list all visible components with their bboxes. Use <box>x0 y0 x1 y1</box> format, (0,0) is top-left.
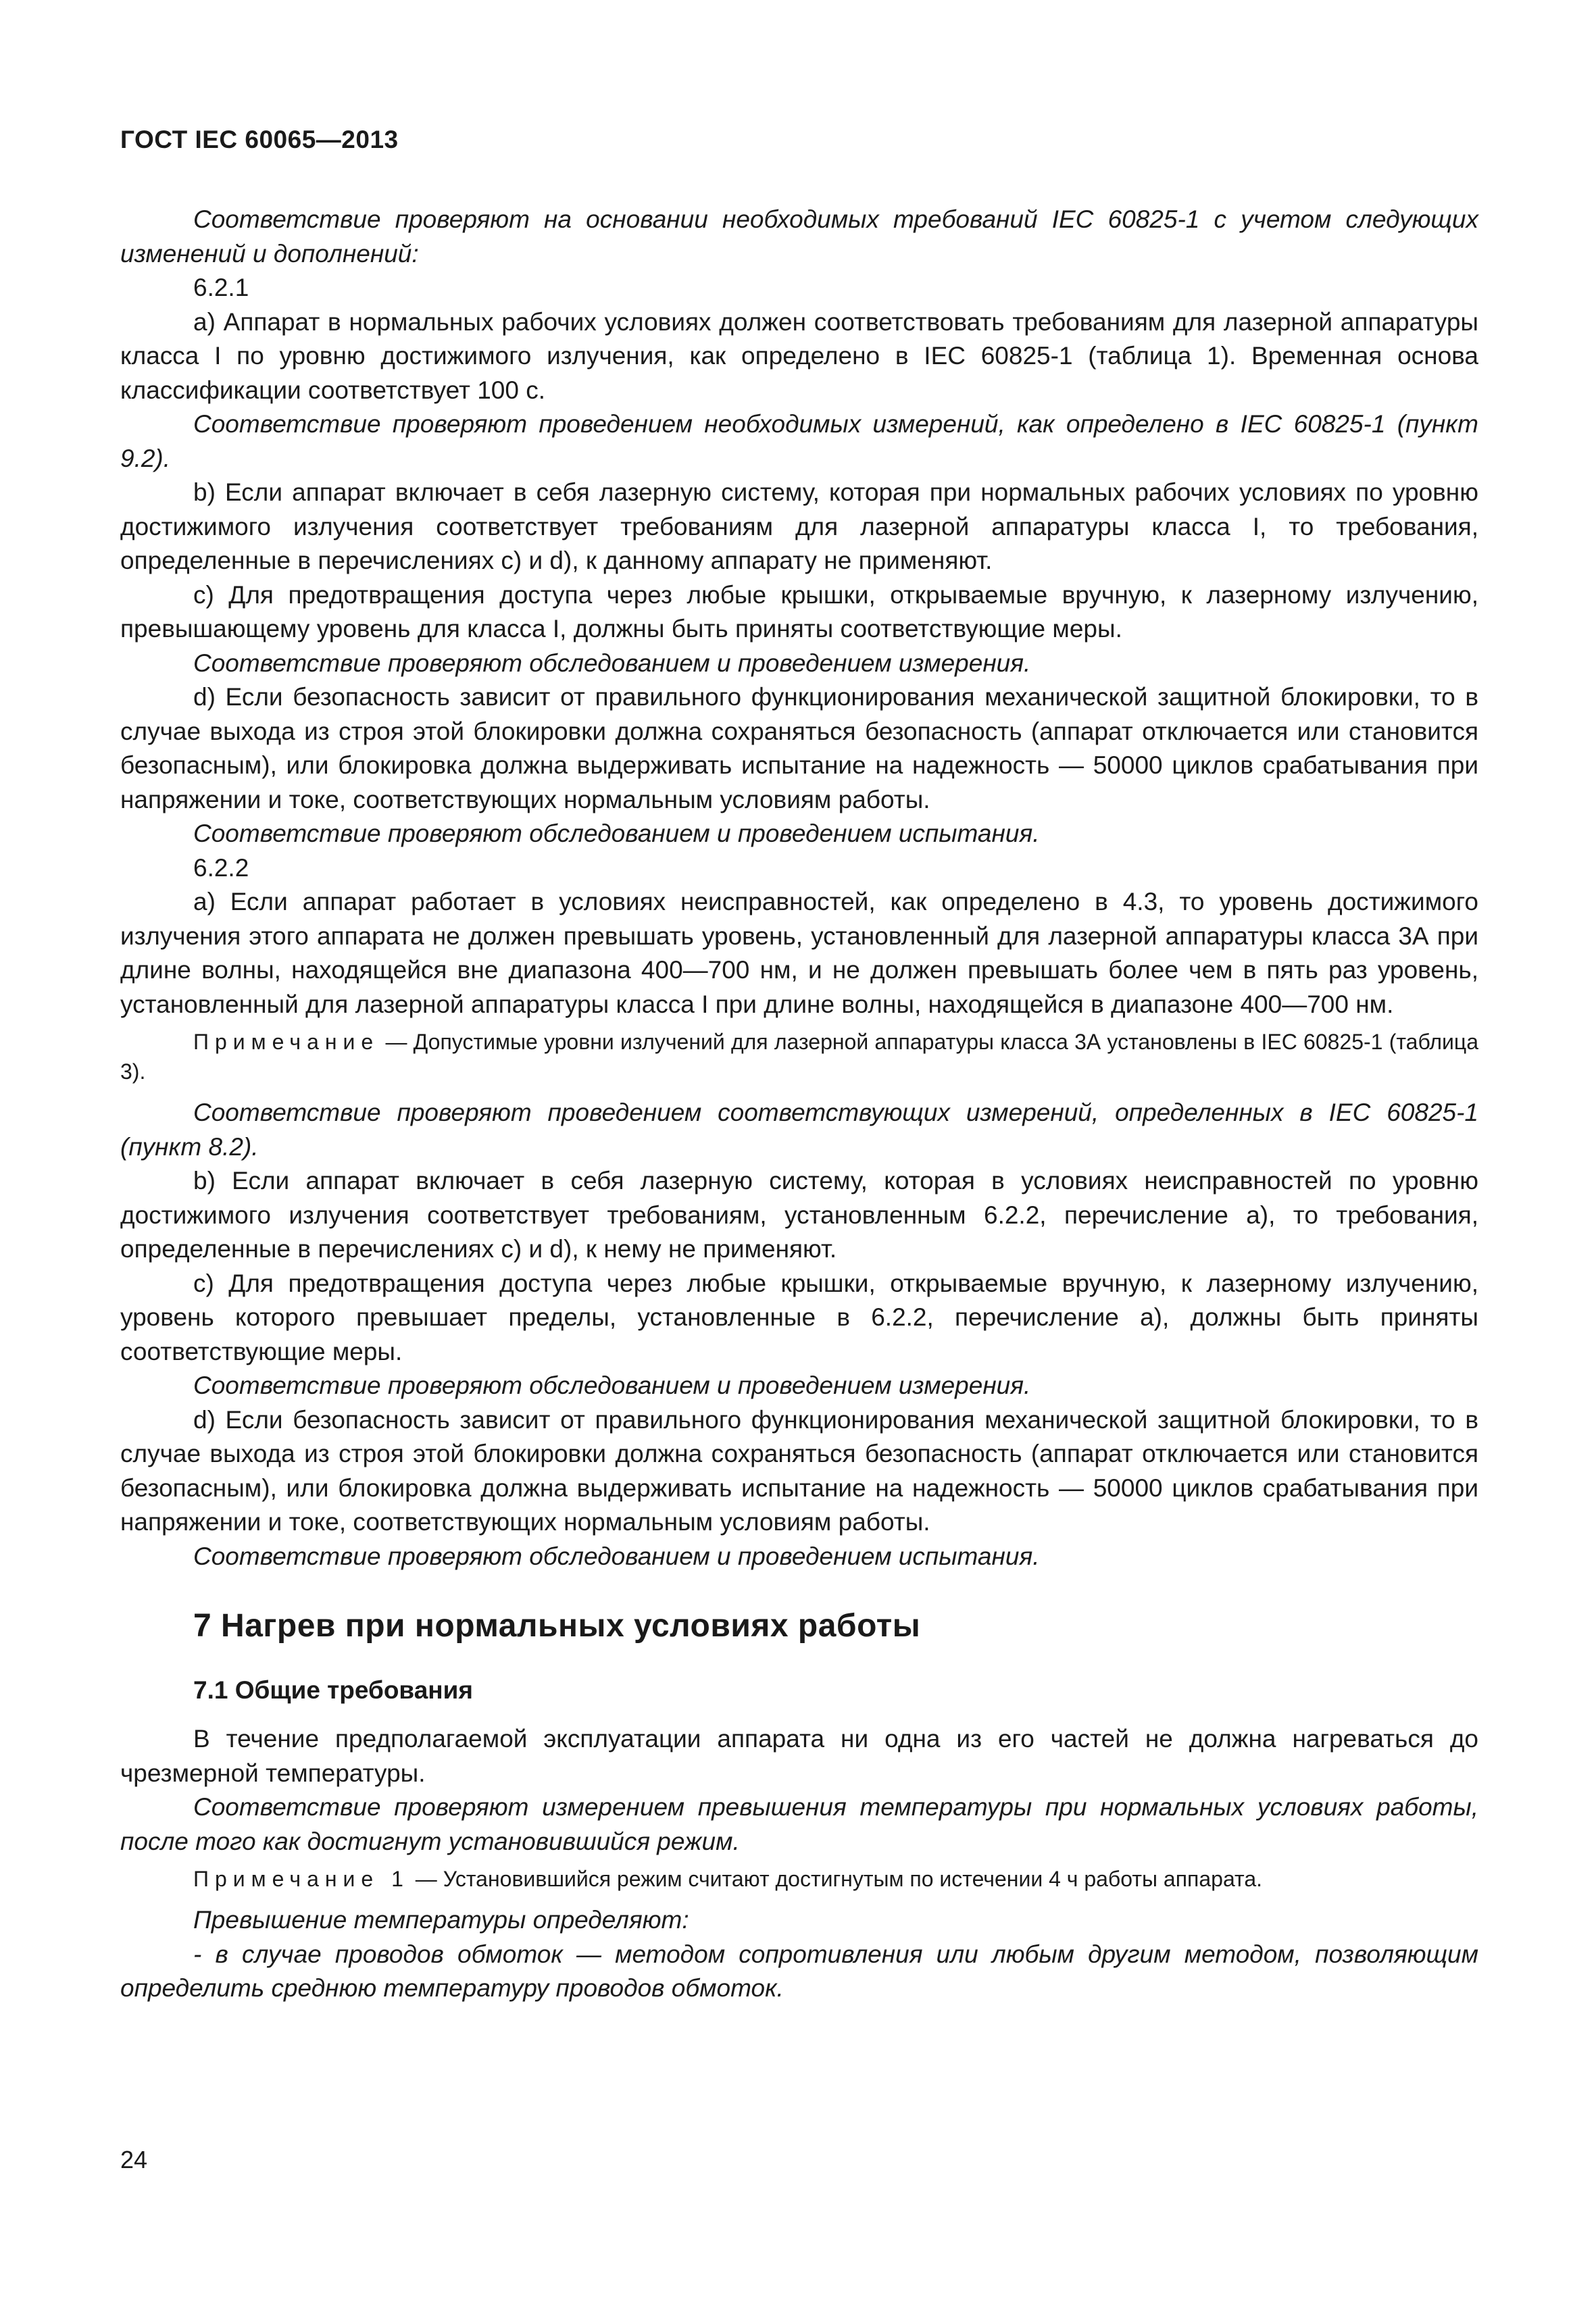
body-paragraph: a) Аппарат в нормальных рабочих условиях должен соответствовать требованиям для лазерной аппаратуры класса I по уровню достижимого излучения, как определено в IEC 60825-1 (таблица 1). Временная основа классификации соответствует 100 с. <box>120 307 1478 404</box>
compliance-paragraph: Соответствие проверяют проведением соответствующих измерений, определенных в IEC 60825-1 (пункт 8.2). <box>120 1099 1478 1161</box>
body-paragraph: b) Если аппарат включает в себя лазерную систему, которая при нормальных рабочих условиях по уровню достижимого излучения соответствует требованиям для лазерной аппаратуры класса I, то требования, определенные в перечислениях c) и d), к данному аппарату не применяют. <box>120 478 1478 574</box>
clause-number: 6.2.2 <box>193 853 249 882</box>
note-text: — Установившийся режим считают достигнутым по истечении 4 ч работы аппарата. <box>415 1867 1263 1891</box>
compliance-paragraph: Превышение температуры определяют: <box>193 1906 689 1934</box>
compliance-paragraph: Соответствие проверяют измерением превышения температуры при нормальных условиях работы, после того как достигнут установившийся режим. <box>120 1793 1478 1855</box>
body-paragraph: b) Если аппарат включает в себя лазерную систему, которая в условиях неисправностей по уровню достижимого излучения соответствует требованиям, установленным 6.2.2, перечисление a), то требования, определенные в перечислениях c) и d), к нему не применяют. <box>120 1167 1478 1263</box>
body-paragraph: a) Если аппарат работает в условиях неисправностей, как определено в 4.3, то уровень достижимого излучения этого аппарата не должен превышать уровень, установленный для лазерной аппаратуры класса 3А при длине волны, находящейся вне диапазона 400—700 нм, и не должен превышать более чем в пять раз уровень, установленный для лазерной аппаратуры класса I при длине волны, находящейся в диапазоне 400—700 нм. <box>120 888 1478 1018</box>
section-heading: 7 Нагрев при нормальных условиях работы <box>193 1608 921 1644</box>
note <box>120 1027 1478 1086</box>
body-paragraph: d) Если безопасность зависит от правильного функционирования механической защитной блокировки, то в случае выхода из строя этой блокировки должна сохраняться безопасность (аппарат отключается или становится безопасным), или блокировка должна выдерживать испытание на надежность — 50000 циклов срабатывания при напряжении и токе, соответствующих нормальным условиям работы. <box>120 683 1478 813</box>
clause-number: 6.2.1 <box>193 274 249 301</box>
document-header: ГОСТ IEC 60065—2013 <box>120 126 399 153</box>
compliance-paragraph: Соответствие проверяют обследованием и проведением измерения. <box>193 1372 1031 1399</box>
compliance-paragraph: Соответствие проверяют обследованием и проведением измерения. <box>193 649 1031 677</box>
body-paragraph: c) Для предотвращения доступа через любые крышки, открываемые вручную, к лазерному излучению, уровень которого превышает пределы, установленные в 6.2.2, перечисление a), должны быть приняты соответствующие меры. <box>120 1269 1478 1365</box>
compliance-paragraph: Соответствие проверяют проведением необходимых измерений, как определено в IEC 60825-1 (пункт 9.2). <box>120 410 1478 472</box>
note-label: Примечание <box>193 1030 380 1054</box>
note-text: — Допустимые уровни излучений для лазерной аппаратуры класса 3А установлены в IEC 60825-1 (таблица 3). <box>120 1030 1479 1084</box>
document-body <box>120 203 1478 2006</box>
note <box>120 1864 1478 1894</box>
body-paragraph: c) Для предотвращения доступа через любые крышки, открываемые вручную, к лазерному излучению, превышающему уровень для класса I, должны быть приняты соответствующие меры. <box>120 580 1478 643</box>
compliance-paragraph: - в случае проводов обмоток — методом сопротивления или любым другим методом, позволяющим определить среднюю температуру проводов обмоток. <box>120 1940 1478 2002</box>
body-paragraph: d) Если безопасность зависит от правильного функционирования механической защитной блокировки, то в случае выхода из строя этой блокировки должна сохраняться безопасность (аппарат отключается или становится безопасным), или блокировка должна выдерживать испытание на надежность — 50000 циклов срабатывания при напряжении и токе, соответствующих нормальным условиям работы. <box>120 1405 1478 1536</box>
body-paragraph: В течение предполагаемой эксплуатации аппарата ни одна из его частей не должна нагреваться до чрезмерной температуры. <box>120 1725 1478 1787</box>
compliance-paragraph: Соответствие проверяют обследованием и проведением испытания. <box>193 820 1040 847</box>
note-label: Примечание 1 <box>193 1867 409 1891</box>
page-number: 24 <box>120 2146 148 2173</box>
subsection-heading: 7.1 Общие требования <box>193 1676 473 1704</box>
compliance-paragraph: Соответствие проверяют обследованием и проведением испытания. <box>193 1542 1040 1570</box>
compliance-paragraph: Соответствие проверяют на основании необходимых требований IEC 60825-1 с учетом следующих изменений и дополнений: <box>120 205 1478 268</box>
